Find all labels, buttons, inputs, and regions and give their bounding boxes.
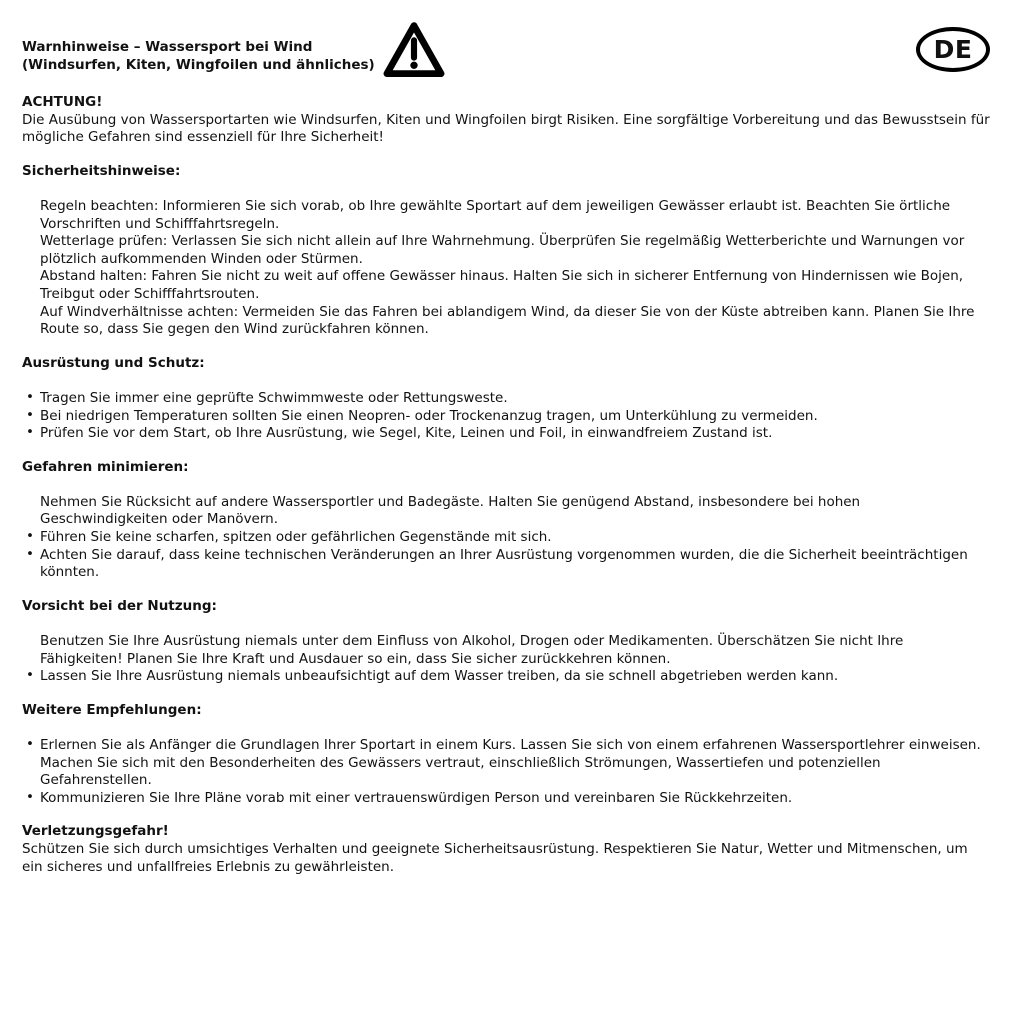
list-item: Benutzen Sie Ihre Ausrüstung niemals unter dem Einfluss von Alkohol, Drogen oder Medikamenten. Überschätzen Sie nicht Ihre Fähigkeiten! Planen Sie Ihre Kraft und Ausdauer so ein, dass Sie sicher zurückkehren können. <box>40 633 904 667</box>
item-list <box>22 633 990 686</box>
section-gefahren-minimieren <box>22 459 990 582</box>
language-badge-label: DE <box>933 34 973 64</box>
section-heading: Gefahren minimieren: <box>22 458 189 475</box>
list-item: Nehmen Sie Rücksicht auf andere Wassersportler und Badegäste. Halten Sie genügend Abstand, insbesondere bei hohen Geschwindigkeiten oder Manövern. <box>40 493 861 528</box>
item-list <box>22 390 990 443</box>
list-item: • Achten Sie darauf, dass keine technischen Veränderungen an Ihrer Ausrüstung vorgenommen wurden, die die Sicherheit beeinträchtigen könnten. <box>26 545 968 581</box>
list-item: • Führen Sie keine scharfen, spitzen oder gefährlichen Gegenstände mit sich. <box>26 528 552 546</box>
list-item: Machen Sie sich mit den Besonderheiten des Gewässers vertraut, einschließlich Strömungen, Wassertiefen und potenziellen Gefahrenstellen. <box>40 754 881 789</box>
bullet-icon: • <box>26 406 34 423</box>
list-item: Abstand halten: Fahren Sie nicht zu weit auf offene Gewässer hinaus. Halten Sie sich in sicherer Entfernung von Hindernissen wie Bojen, Treibgut oder Schifffahrtsrouten. <box>40 268 964 302</box>
list-item: • Tragen Sie immer eine geprüfte Schwimmweste oder Rettungsweste. <box>26 388 508 406</box>
paragraph: Die Ausübung von Wassersportarten wie Windsurfen, Kiten und Wingfoilen birgt Risiken. Eine sorgfältige Vorbereitung und das Bewusstsein für mögliche Gefahren sind essenziell für Ihre Sicherheit! <box>22 111 990 146</box>
document-title <box>22 39 375 74</box>
list-item: • Erlernen Sie als Anfänger die Grundlagen Ihrer Sportart in einem Kurs. Lassen Sie sich von einem erfahrenen Wassersportlehrer einweisen. <box>26 736 981 753</box>
language-badge <box>916 27 990 72</box>
list-item: Auf Windverhältnisse achten: Vermeiden Sie das Fahren bei ablandigem Wind, da dieser Sie von der Küste abtreiben kann. Planen Sie Ihre Route so, dass Sie gegen den Wind zurückfahren können. <box>40 303 975 338</box>
document-header <box>22 20 990 78</box>
bullet-icon: • <box>26 545 34 562</box>
bullet-icon: • <box>26 528 34 545</box>
section-sicherheitshinweise <box>22 163 990 339</box>
item-list <box>22 198 990 339</box>
list-item: • Prüfen Sie vor dem Start, ob Ihre Ausrüstung, wie Segel, Kite, Leinen und Foil, in einwandfreiem Zustand ist. <box>26 424 773 442</box>
list-item: • Kommunizieren Sie Ihre Pläne vorab mit einer vertrauenswürdigen Person und vereinbaren Sie Rückkehrzeiten. <box>26 788 793 806</box>
bullet-icon: • <box>26 424 34 441</box>
list-item: Regeln beachten: Informieren Sie sich vorab, ob Ihre gewählte Sportart auf dem jeweiligen Gewässer erlaubt ist. Beachten Sie örtliche Vorschriften und Schifffahrtsregeln. <box>40 197 951 232</box>
section-weitere-empfehlungen <box>22 702 990 808</box>
section-heading: Weitere Empfehlungen: <box>22 701 202 718</box>
title-line-2: (Windsurfen, Kiten, Wingfoilen und ähnliches) <box>22 56 375 73</box>
section-verletzungsgefahr <box>22 823 990 876</box>
item-list <box>22 494 990 582</box>
bullet-icon: • <box>26 667 34 684</box>
section-heading: ACHTUNG! <box>22 94 103 110</box>
paragraph: Schützen Sie sich durch umsichtiges Verhalten und geeignete Sicherheitsausrüstung. Respektieren Sie Natur, Wetter und Mitmenschen, um ein sicheres und unfallfreies Erlebnis zu gewährleisten. <box>22 840 968 875</box>
bullet-icon: • <box>26 736 34 752</box>
bullet-icon: • <box>26 388 34 405</box>
list-item: • Bei niedrigen Temperaturen sollten Sie einen Neopren- oder Trockenanzug tragen, um Unterkühlung zu vermeiden. <box>26 406 818 424</box>
section-heading: Vorsicht bei der Nutzung: <box>22 597 217 614</box>
section-achtung <box>22 94 990 147</box>
section-vorsicht-bei-der-nutzung <box>22 598 990 686</box>
title-line-1: Warnhinweise – Wassersport bei Wind <box>22 39 313 55</box>
item-list <box>22 737 990 807</box>
section-heading: Ausrüstung und Schutz: <box>22 354 205 371</box>
list-item: Wetterlage prüfen: Verlassen Sie sich nicht allein auf Ihre Wahrnehmung. Überprüfen Sie regelmäßig Wetterberichte und Warnungen vor plötzlich aufkommenden Winden oder Stürmen. <box>40 233 965 267</box>
section-ausruestung-und-schutz <box>22 355 990 443</box>
section-heading: Verletzungsgefahr! <box>22 823 169 840</box>
bullet-icon: • <box>26 788 34 805</box>
section-heading: Sicherheitshinweise: <box>22 162 181 179</box>
warning-triangle-icon <box>382 20 446 78</box>
list-item: • Lassen Sie Ihre Ausrüstung niemals unbeaufsichtigt auf dem Wasser treiben, da sie schnell abgetrieben werden kann. <box>26 667 839 685</box>
